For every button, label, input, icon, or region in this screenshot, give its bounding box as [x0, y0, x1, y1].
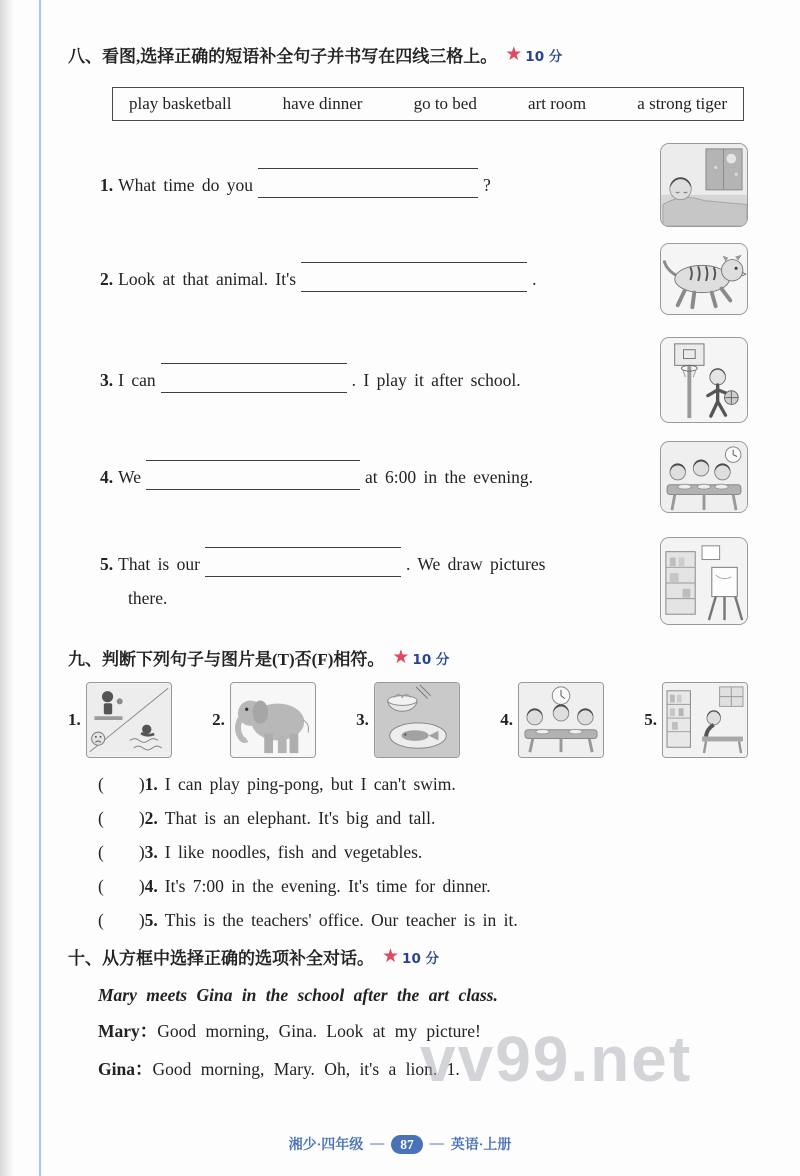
question-3-text	[68, 363, 660, 397]
footer-dash: —	[370, 1136, 385, 1151]
statement-2	[68, 808, 748, 829]
word-bank-item: a strong tiger	[637, 94, 727, 113]
basketball-illustration	[661, 338, 747, 422]
page-number-badge: 87	[391, 1135, 423, 1154]
section10-score	[382, 947, 439, 967]
question-5-line1	[100, 547, 652, 581]
left-margin-line	[39, 0, 41, 1176]
statement-text: I like noodles, fish and vegetables.	[164, 842, 423, 862]
statement-4	[68, 876, 748, 897]
judge-picture-3	[356, 682, 460, 758]
question-text-pre: I can	[118, 369, 156, 390]
question-1-row	[68, 143, 748, 227]
footer-subject: 英语·上册	[450, 1138, 512, 1153]
answer-blank	[205, 547, 401, 577]
word-bank-item: have dinner	[282, 94, 363, 113]
question-4-text	[68, 460, 660, 494]
answer-bracket: ( )	[98, 808, 145, 828]
answer-bracket: ( )	[98, 842, 145, 862]
statement-text: It's 7:00 in the evening. It's time for dinner.	[164, 876, 491, 896]
star-icon: ★	[392, 647, 410, 668]
dialog-text: Good morning, Gina. Look at my picture!	[157, 1021, 481, 1041]
art-room-illustration	[661, 538, 747, 624]
answer-bracket: ( )	[98, 876, 145, 896]
question-number: 5.	[100, 554, 114, 575]
answer-blank	[146, 460, 360, 490]
question-5-line2: there.	[128, 587, 168, 608]
word-bank-box	[112, 87, 744, 121]
dialog-line-gina	[68, 1056, 748, 1082]
word-bank-item: go to bed	[413, 94, 477, 113]
statement-text: This is the teachers' office. Our teacher is in it.	[164, 910, 518, 930]
statement-text: That is an elephant. It's big and tall.	[164, 808, 436, 828]
question-number: 1.	[100, 174, 114, 195]
section8-questions	[68, 143, 748, 625]
score-text: 10 分	[402, 950, 440, 967]
question-1-text	[68, 168, 660, 202]
section10	[68, 944, 748, 1083]
statement-number: 3.	[144, 842, 158, 862]
question-text-post: . We draw pictures	[405, 554, 546, 575]
footer-dash: —	[429, 1136, 444, 1151]
section10-title: 十、从方框中选择正确的选项补全对话。	[68, 949, 374, 968]
question-text-pre: That is our	[118, 554, 200, 575]
ping-pong-swim-illustration	[87, 683, 171, 757]
elephant-illustration	[231, 683, 315, 757]
section8-header	[68, 42, 748, 67]
noodles-fish-illustration	[375, 683, 459, 757]
page-footer	[0, 1134, 800, 1154]
judge-picture-1	[68, 682, 172, 758]
family-dinner-illustration	[661, 442, 747, 512]
question-text-post: at 6:00 in the evening.	[365, 466, 534, 487]
answer-blank	[258, 168, 478, 198]
question-5-text	[68, 547, 660, 615]
section9-score	[392, 648, 449, 668]
section9	[68, 645, 748, 931]
answer-blank	[301, 262, 527, 292]
statement-1	[68, 774, 748, 795]
question-text-pre: We	[118, 466, 142, 487]
question-text-pre: What time do you	[118, 174, 254, 195]
scan-edge-shadow	[0, 0, 14, 1176]
dialog-line-mary	[68, 1018, 748, 1044]
question-2-text	[68, 262, 660, 296]
answer-bracket: ( )	[98, 774, 145, 794]
question-number: 3.	[100, 369, 114, 390]
answer-blank	[161, 363, 347, 393]
section8-title: 八、看图,选择正确的短语补全句子并书写在四线三格上。	[68, 47, 498, 66]
page-content	[68, 42, 748, 1083]
image-noodles-and-fish	[374, 682, 460, 758]
question-text-post: .	[532, 268, 537, 289]
teachers-office-illustration	[663, 683, 747, 757]
judge-picture-5	[644, 682, 748, 758]
star-icon: ★	[382, 946, 400, 967]
image-family-dinner-clock	[518, 682, 604, 758]
image-family-having-dinner	[660, 441, 748, 513]
section8-score	[505, 45, 562, 65]
statement-3	[68, 842, 748, 863]
question-2-row	[68, 243, 748, 315]
question-4-row	[68, 441, 748, 513]
word-bank-item: play basketball	[129, 94, 232, 113]
image-boy-playing-basketball	[660, 337, 748, 423]
picture-number: 4.	[500, 710, 513, 729]
child-sleeping-illustration	[661, 144, 747, 226]
question-number: 2.	[100, 268, 114, 289]
word-bank-item: art room	[528, 94, 587, 113]
watermark: vv99.net	[420, 1023, 693, 1095]
dialog-text: Good morning, Mary. Oh, it's a lion. 1.	[152, 1059, 460, 1080]
image-elephant	[230, 682, 316, 758]
speaker-name: Mary：	[98, 1021, 158, 1041]
question-3-row	[68, 337, 748, 423]
statement-number: 4.	[144, 876, 158, 896]
statement-number: 2.	[144, 808, 158, 828]
footer-edition: 湘少·四年级	[288, 1138, 364, 1153]
score-text: 10 分	[525, 48, 563, 65]
score-text: 10 分	[412, 651, 450, 668]
picture-number: 1.	[68, 710, 81, 729]
question-text-post: . I play it after school.	[351, 369, 521, 390]
question-text-post: ?	[483, 174, 491, 195]
star-icon: ★	[505, 44, 523, 65]
picture-number: 3.	[356, 710, 369, 729]
judge-picture-4	[500, 682, 604, 758]
question-number: 4.	[100, 466, 114, 487]
section9-title: 九、判断下列句子与图片是(T)否(F)相符。	[68, 650, 385, 669]
section10-header	[68, 944, 748, 969]
question-5-row	[68, 537, 748, 625]
image-teachers-office	[662, 682, 748, 758]
tiger-illustration	[661, 244, 747, 314]
statement-text: I can play ping-pong, but I can't swim.	[164, 774, 456, 794]
statement-5	[68, 910, 748, 931]
dinner-clock-illustration	[519, 683, 603, 757]
image-running-tiger	[660, 243, 748, 315]
image-art-room	[660, 537, 748, 625]
picture-number: 2.	[212, 710, 225, 729]
judge-statements	[68, 774, 748, 931]
statement-number: 5.	[144, 910, 158, 930]
picture-number: 5.	[644, 710, 657, 729]
image-child-going-to-bed	[660, 143, 748, 227]
image-ping-pong-but-not-swim	[86, 682, 172, 758]
speaker-name: Gina：	[98, 1059, 153, 1080]
question-text-pre: Look at that animal. It's	[118, 268, 297, 289]
judge-picture-2	[212, 682, 316, 758]
section9-header	[68, 645, 748, 670]
statement-number: 1.	[144, 774, 158, 794]
dialog-intro: Mary meets Gina in the school after the art class.	[98, 985, 498, 1005]
judge-picture-row	[68, 682, 748, 758]
answer-bracket: ( )	[98, 910, 145, 930]
